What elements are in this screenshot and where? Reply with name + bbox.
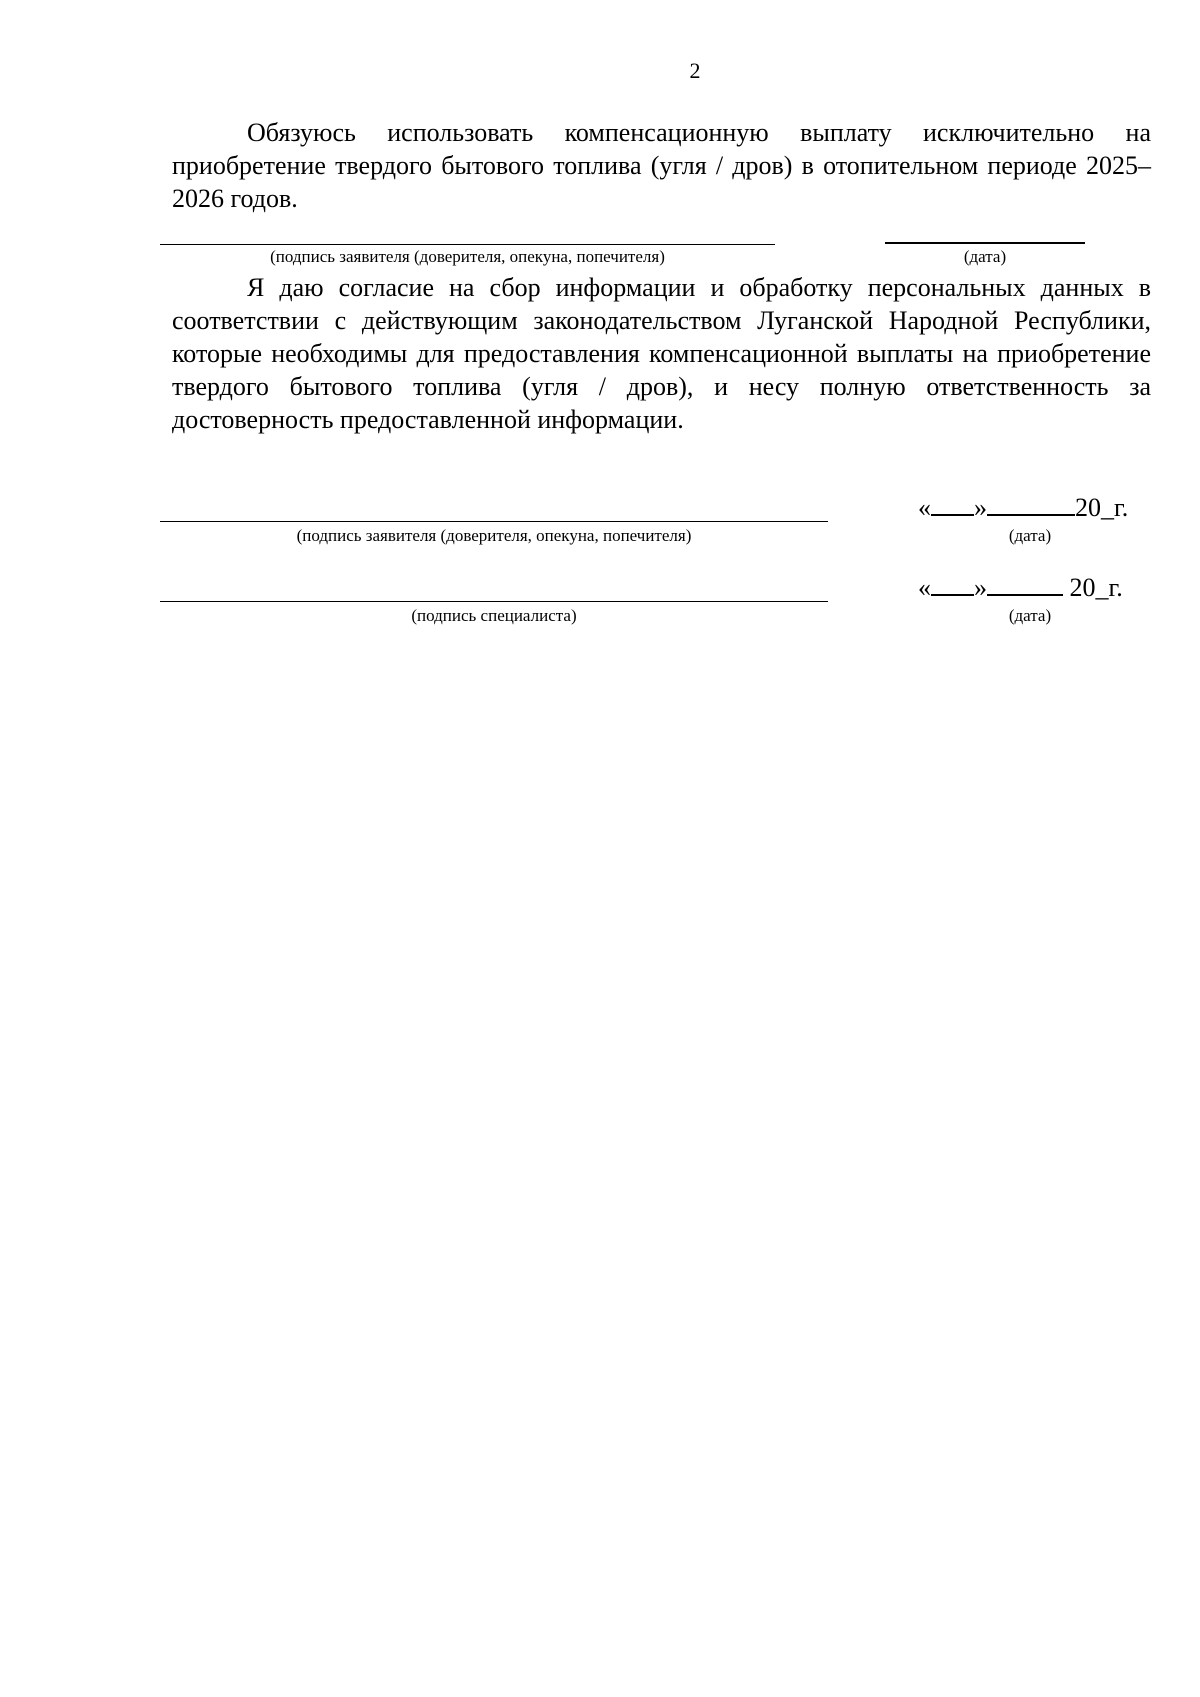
date-field[interactable] <box>918 572 1123 603</box>
signature-line[interactable] <box>160 521 828 522</box>
signature-caption: (подпись заявителя (доверителя, опекуна, попечителя) <box>270 247 665 266</box>
date-caption: (дата) <box>963 247 1007 266</box>
obligation-paragraph: Обязуюсь использовать компенсационную выплату исключительно на приобретение твердого бытового топлива (угля / дров) в отопительном периоде 2025–2026 годов. <box>172 118 1151 213</box>
date-open-quote: « <box>918 493 931 522</box>
month-blank[interactable] <box>987 492 1075 516</box>
signature-line[interactable] <box>160 244 775 245</box>
consent-paragraph: Я даю согласие на сбор информации и обработку персональных данных в соответствии с действующим законодательством Луганской Народной Республики, которые необходимы для предоставления компенсационной выплаты на приобретение твердого бытового топлива (угля / дров), и несу полную ответственность за достоверность предоставленной информации. <box>172 273 1151 434</box>
day-blank[interactable] <box>931 492 974 516</box>
date-line[interactable] <box>885 242 1085 244</box>
date-field[interactable] <box>918 492 1128 523</box>
month-blank[interactable] <box>987 572 1063 596</box>
date-year: 20_г. <box>1069 573 1123 602</box>
date-caption: (дата) <box>1008 526 1052 545</box>
page-number: 2 <box>689 58 701 83</box>
date-year: 20_г. <box>1075 493 1129 522</box>
specialist-signature-caption: (подпись специалиста) <box>411 606 577 625</box>
date-close-quote: » <box>974 573 987 602</box>
date-caption: (дата) <box>1008 606 1052 625</box>
signature-line[interactable] <box>160 601 828 602</box>
date-close-quote: » <box>974 493 987 522</box>
signature-caption: (подпись заявителя (доверителя, опекуна, попечителя) <box>296 526 692 545</box>
day-blank[interactable] <box>931 572 974 596</box>
date-open-quote: « <box>918 573 931 602</box>
